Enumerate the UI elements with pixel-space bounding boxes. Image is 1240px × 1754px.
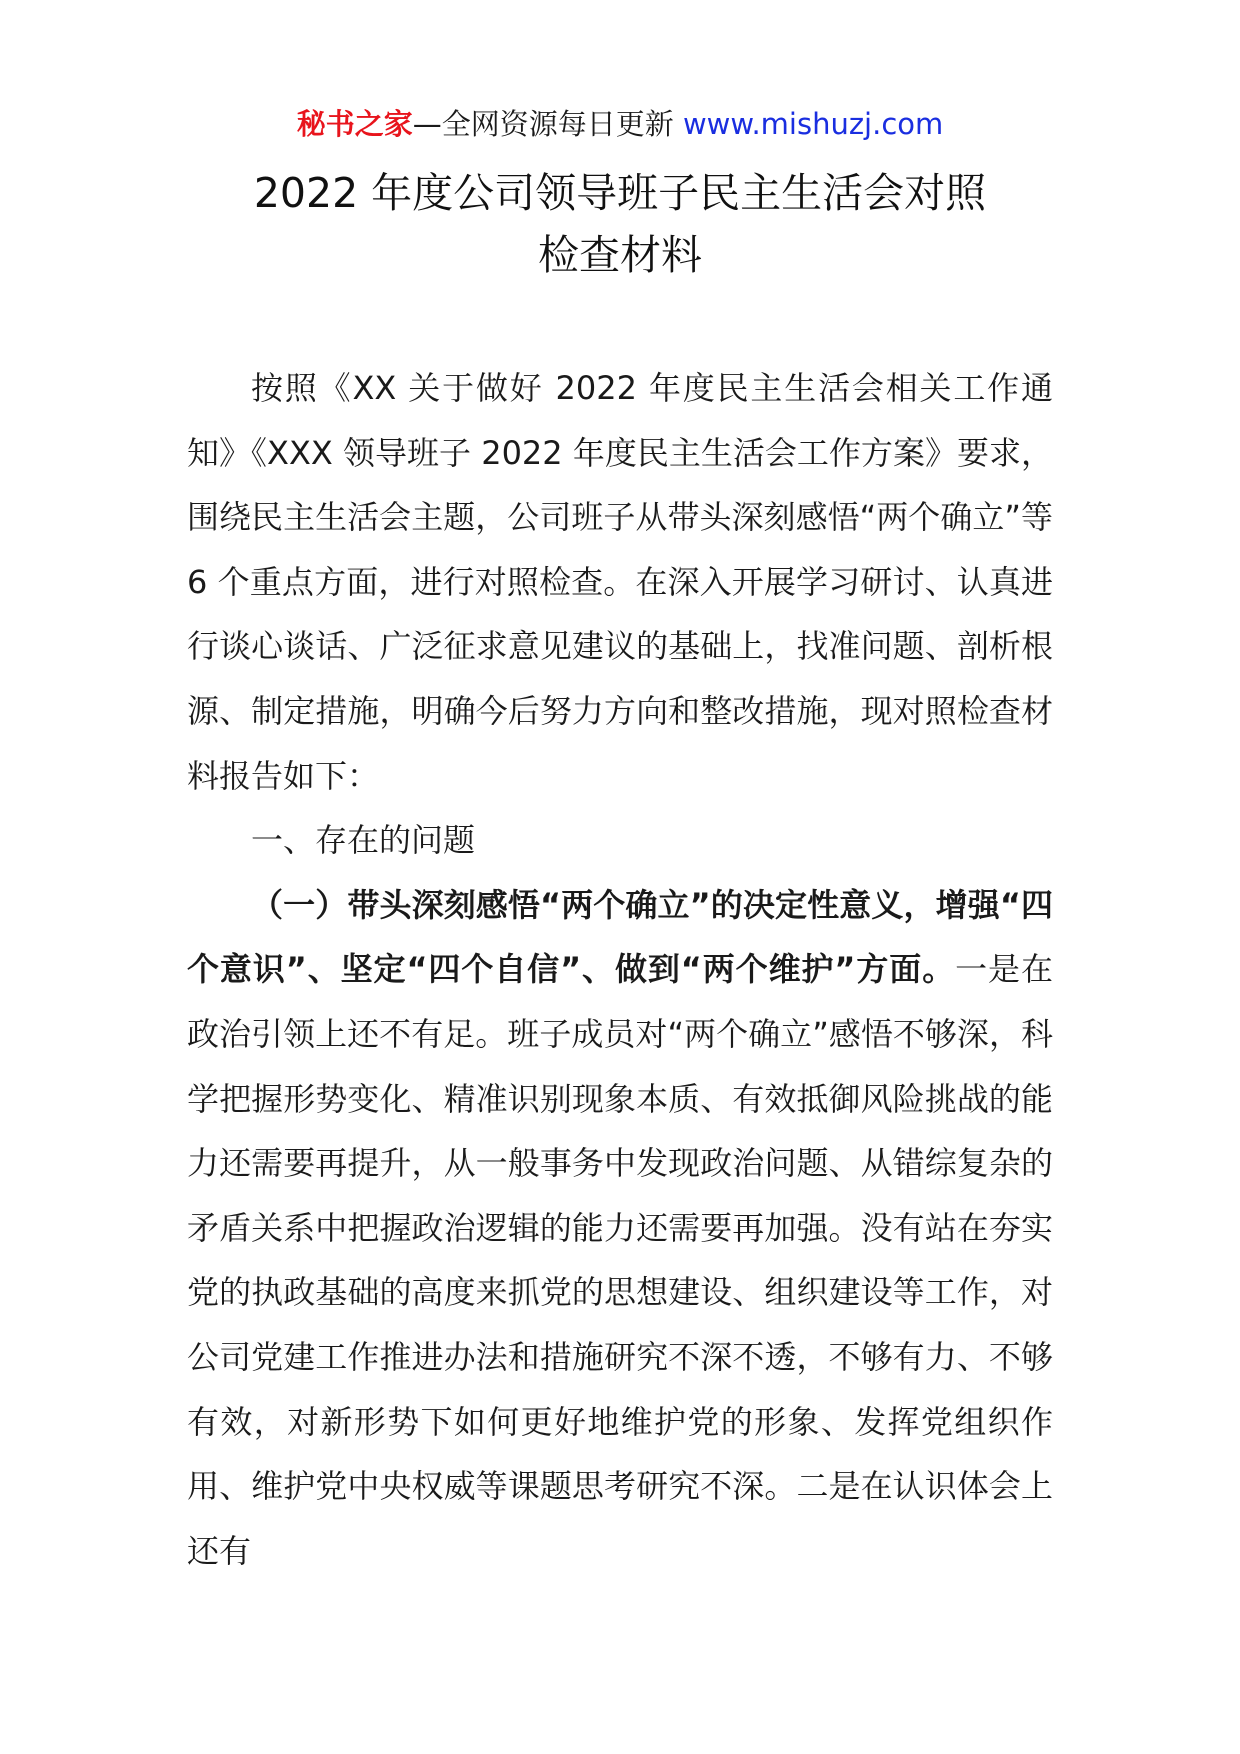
section-heading: 一、存在的问题 (251, 821, 476, 860)
site-brand: 秘书之家 (296, 107, 413, 141)
subsection-body: 一是在政治引领上还不有足。班子成员对“两个确立”感悟不够深，科学把握形势变化、精准识别现象本质、有效抵御风险挑战的能力还需要再提升，从一般事务中发现政治问题、从错综复杂的矛盾关系中把握政治逻辑的能力还需要再加强。没有站在夯实党的执政基础的高度来抓党的思想建设、组织建设等工作，对公司党建工作推进办法和措施研究不深不透，不够有力、不够有效，对新形势下如何更好地维护党的形象、发挥党组织作用、维护党中央权威等课题思考研究不深。二是在认识体会上还有 (187, 950, 1053, 1570)
site-tagline: —全网资源每日更新 (412, 107, 683, 141)
document-body (187, 356, 1053, 1583)
intro-paragraph: 按照《XX 关于做好 2022 年度民主生活会相关工作通知》《XXX 领导班子 2022 年度民主生活会工作方案》要求，围绕民主生活会主题，公司班子从带头深刻感悟“两个确立”等 6 个重点方面，进行对照检查。在深入开展学习研讨、认真进行谈心谈话、广泛征求意见建议的基础上，找准问题、剖析根源、制定措施，明确今后努力方向和整改措施，现对照检查材料报告如下： (187, 369, 1053, 795)
subsection-title: （一）带头深刻感悟“两个确立”的决定性意义，增强“四个意识”、坚定“四个自信”、做到“两个维护”方面。 (187, 885, 1053, 989)
subsection-paragraph (187, 873, 1053, 1584)
site-header (0, 104, 1240, 144)
document-title-line-1: 2022 年度公司领导班子民主生活会对照 (253, 169, 987, 217)
document-title (0, 162, 1240, 286)
document-title-line-2: 检查材料 (538, 231, 702, 279)
site-url-link[interactable]: www.mishuzj.com (682, 107, 944, 141)
